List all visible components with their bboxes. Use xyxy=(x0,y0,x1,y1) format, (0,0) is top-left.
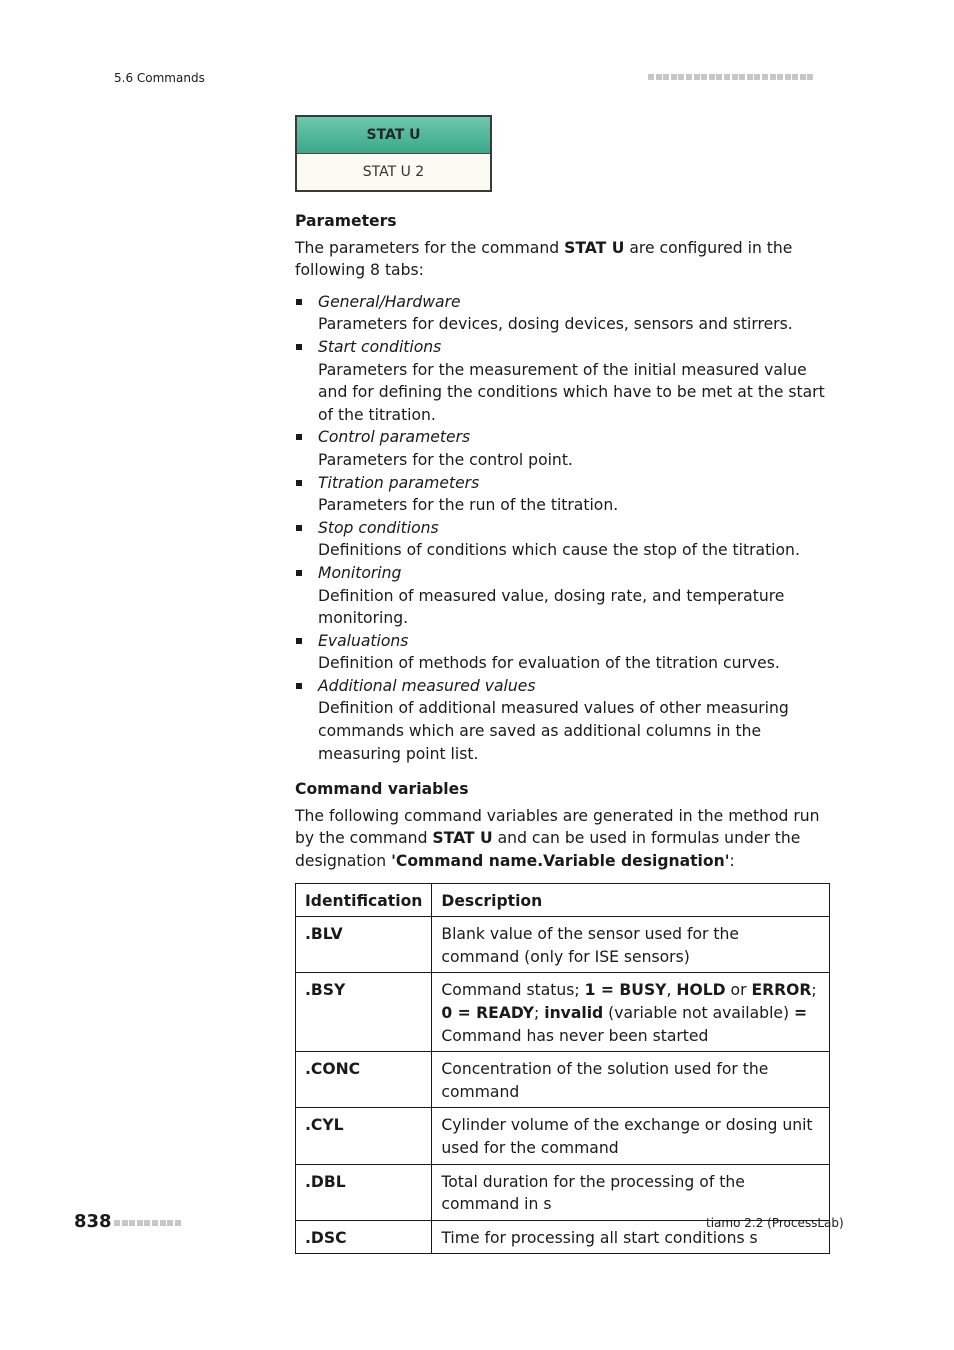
variables-table xyxy=(295,883,830,1255)
variable-id: .DBL xyxy=(296,1164,432,1220)
variable-desc: Total duration for the processing of the command in s xyxy=(432,1164,830,1220)
list-item: Control parameters Parameters for the control point. xyxy=(295,426,835,471)
list-item: Titration parameters Parameters for the run of the titration. xyxy=(295,472,835,517)
variable-desc: Concentration of the solution used for the command xyxy=(432,1052,830,1108)
list-item: Monitoring Definition of measured value, dosing rate, and temperature monitoring. xyxy=(295,562,835,630)
variable-id: .CONC xyxy=(296,1052,432,1108)
column-header-identification: Identification xyxy=(296,883,432,917)
command-box xyxy=(295,115,492,192)
variable-desc: Command status; 1 = BUSY, HOLD or ERROR; 0 = READY; invalid (variable not available) = Command has never been started xyxy=(432,973,830,1052)
table-row xyxy=(296,917,830,973)
table-row xyxy=(296,1052,830,1108)
list-item: General/Hardware Parameters for devices, dosing devices, sensors and stirrers. xyxy=(295,291,835,336)
variable-id: .DSC xyxy=(296,1220,432,1254)
parameters-intro: The parameters for the command STAT U are configured in the following 8 tabs: xyxy=(295,238,793,280)
table-row xyxy=(296,1108,830,1164)
main-content xyxy=(295,210,835,1254)
section-header: 5.6 Commands xyxy=(114,71,205,85)
table-header-row xyxy=(296,883,830,917)
variable-desc: Cylinder volume of the exchange or dosing unit used for the command xyxy=(432,1108,830,1164)
command-variables-heading: Command variables xyxy=(295,780,469,799)
product-name: tiamo 2.2 (ProcessLab) xyxy=(706,1216,844,1230)
command-box-name: STAT U 2 xyxy=(362,164,425,180)
parameters-heading: Parameters xyxy=(295,212,397,230)
command-variables-intro: The following command variables are generated in the method run by the command STAT U and can be used in formulas under the designation 'Command name.Variable designation': xyxy=(295,806,820,871)
footer-decoration xyxy=(114,1220,182,1239)
list-item: Additional measured values Definition of additional measured values of other measuring commands which are saved as additional columns in the measuring point list. xyxy=(295,675,835,765)
column-header-description: Description xyxy=(432,883,830,917)
table-row xyxy=(296,973,830,1052)
variable-id: .BSY xyxy=(296,973,432,1052)
list-item: Evaluations Definition of methods for evaluation of the titration curves. xyxy=(295,630,835,675)
command-box-title: STAT U xyxy=(297,117,490,154)
list-item: Start conditions Parameters for the measurement of the initial measured value and for defining the conditions which have to be met at the start of the titration. xyxy=(295,336,835,426)
page-number: 838 xyxy=(74,1211,112,1232)
table-row xyxy=(296,1164,830,1220)
list-item: Stop conditions Definitions of conditions which cause the stop of the titration. xyxy=(295,517,835,562)
variable-id: .CYL xyxy=(296,1108,432,1164)
variable-desc: Blank value of the sensor used for the command (only for ISE sensors) xyxy=(432,917,830,973)
variable-desc: Time for processing all start conditions s xyxy=(432,1220,830,1254)
header-decoration xyxy=(648,74,815,93)
parameter-tab-list xyxy=(295,291,835,765)
variable-id: .BLV xyxy=(296,917,432,973)
